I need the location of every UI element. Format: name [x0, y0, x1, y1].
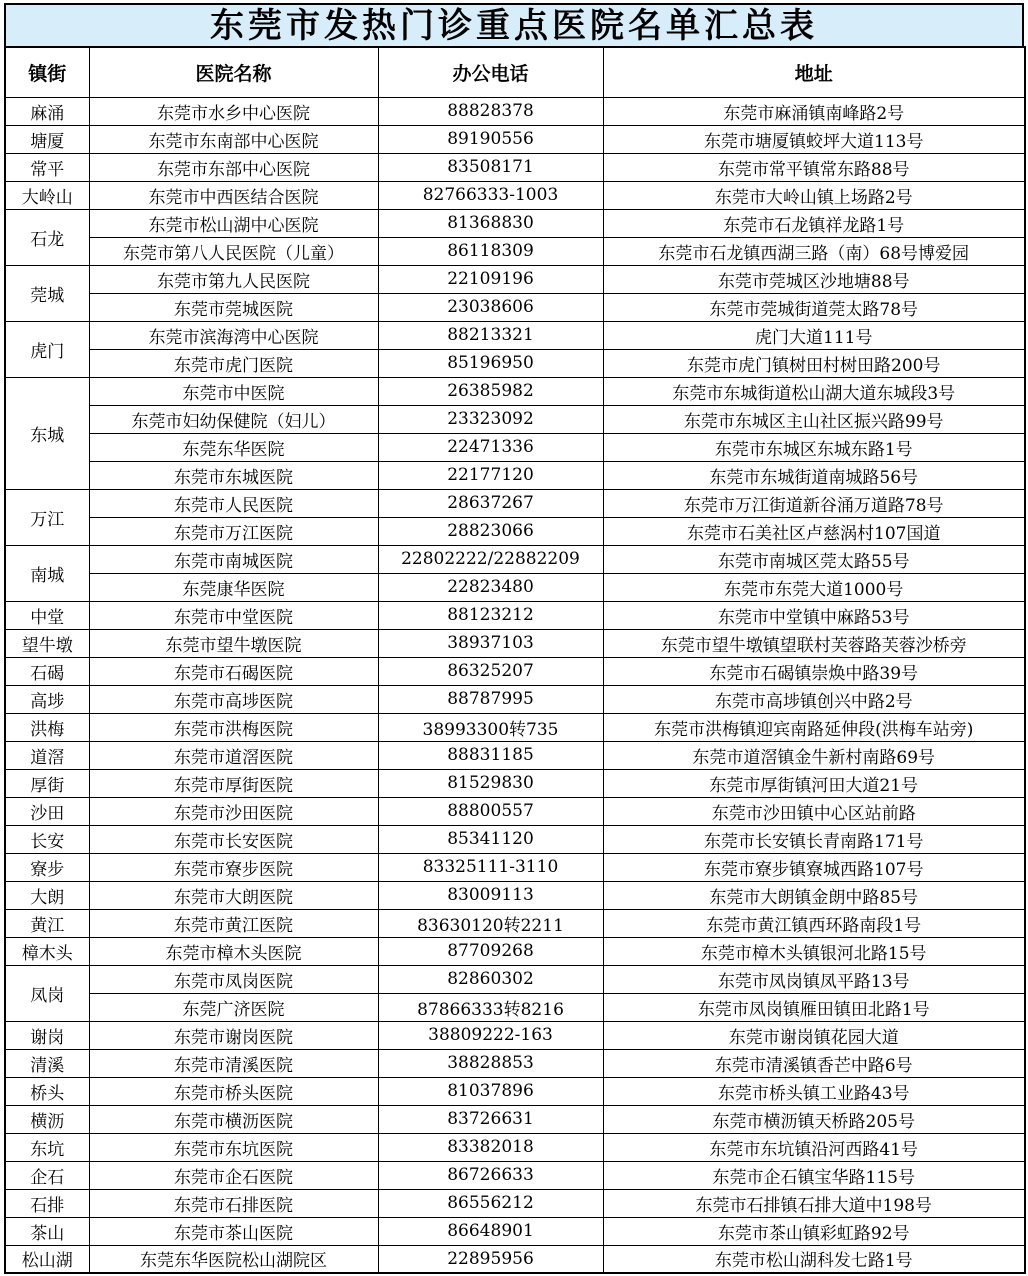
table-row — [5, 97, 1025, 125]
town-cell: 中堂 — [5, 601, 89, 629]
hospital-name-cell: 东莞市中西医结合医院 — [89, 181, 378, 209]
hospital-name-cell: 东莞市水乡中心医院 — [89, 97, 378, 125]
table-row — [5, 825, 1025, 853]
town-cell: 樟木头 — [5, 937, 89, 965]
hospital-name-cell: 东莞东华医院松山湖院区 — [89, 1245, 378, 1273]
town-cell: 谢岗 — [5, 1021, 89, 1049]
table-row — [5, 545, 1025, 573]
hospital-name-cell: 东莞市东城医院 — [89, 461, 378, 489]
phone-cell: 82766333-1003 — [378, 181, 603, 209]
hospital-name-cell: 东莞市企石医院 — [89, 1161, 378, 1189]
address-cell: 东莞市厚街镇河田大道21号 — [603, 769, 1025, 797]
column-header-phone: 办公电话 — [378, 47, 603, 97]
address-cell: 东莞市麻涌镇南峰路2号 — [603, 97, 1025, 125]
table-row — [5, 293, 1025, 321]
hospital-name-cell: 东莞市大朗医院 — [89, 881, 378, 909]
town-cell: 厚街 — [5, 769, 89, 797]
phone-cell: 23038606 — [378, 293, 603, 321]
address-cell: 东莞市凤岗镇凤平路13号 — [603, 965, 1025, 993]
hospital-name-cell: 东莞市虎门医院 — [89, 349, 378, 377]
address-cell: 东莞市塘厦镇蛟坪大道113号 — [603, 125, 1025, 153]
address-cell: 东莞市大朗镇金朗中路85号 — [603, 881, 1025, 909]
hospital-name-cell: 东莞市茶山医院 — [89, 1217, 378, 1245]
address-cell: 东莞市长安镇长青南路171号 — [603, 825, 1025, 853]
address-cell: 东莞市清溪镇香芒中路6号 — [603, 1049, 1025, 1077]
phone-cell: 88213321 — [378, 321, 603, 349]
hospital-name-cell: 东莞市中医院 — [89, 377, 378, 405]
phone-cell: 83325111-3110 — [378, 853, 603, 881]
phone-cell: 38809222-163 — [378, 1021, 603, 1049]
table-row — [5, 629, 1025, 657]
phone-cell: 88828378 — [378, 97, 603, 125]
town-cell: 莞城 — [5, 265, 89, 321]
table-row — [5, 433, 1025, 461]
phone-cell: 83382018 — [378, 1133, 603, 1161]
phone-cell: 88123212 — [378, 601, 603, 629]
town-cell: 望牛墩 — [5, 629, 89, 657]
table-header — [5, 47, 1025, 97]
hospital-name-cell: 东莞市凤岗医院 — [89, 965, 378, 993]
town-cell: 清溪 — [5, 1049, 89, 1077]
table-row — [5, 517, 1025, 545]
hospital-name-cell: 东莞市妇幼保健院（妇儿） — [89, 405, 378, 433]
table-body — [5, 97, 1025, 1273]
address-cell: 东莞市莞城街道莞太路78号 — [603, 293, 1025, 321]
town-cell: 常平 — [5, 153, 89, 181]
table-row — [5, 1189, 1025, 1217]
town-cell: 茶山 — [5, 1217, 89, 1245]
phone-cell: 22471336 — [378, 433, 603, 461]
phone-cell: 89190556 — [378, 125, 603, 153]
phone-cell: 28823066 — [378, 517, 603, 545]
table-row — [5, 1049, 1025, 1077]
hospital-name-cell: 东莞市莞城医院 — [89, 293, 378, 321]
table-row — [5, 909, 1025, 937]
address-cell: 东莞市石龙镇祥龙路1号 — [603, 209, 1025, 237]
address-cell: 东莞市石排镇石排大道中198号 — [603, 1189, 1025, 1217]
hospital-name-cell: 东莞市第九人民医院 — [89, 265, 378, 293]
address-cell: 东莞市东坑镇沿河西路41号 — [603, 1133, 1025, 1161]
table-row — [5, 265, 1025, 293]
town-cell: 东城 — [5, 377, 89, 489]
table-row — [5, 1245, 1025, 1273]
hospital-name-cell: 东莞市东部中心医院 — [89, 153, 378, 181]
phone-cell: 83630120转2211 — [378, 909, 603, 937]
hospital-name-cell: 东莞市黄江医院 — [89, 909, 378, 937]
address-cell: 东莞市石龙镇西湖三路（南）68号博爱园 — [603, 237, 1025, 265]
phone-cell: 38828853 — [378, 1049, 603, 1077]
address-cell: 东莞市茶山镇彩虹路92号 — [603, 1217, 1025, 1245]
phone-cell: 86648901 — [378, 1217, 603, 1245]
address-cell: 东莞市道滘镇金牛新村南路69号 — [603, 741, 1025, 769]
phone-cell: 28637267 — [378, 489, 603, 517]
hospital-name-cell: 东莞市东坑医院 — [89, 1133, 378, 1161]
address-cell: 东莞市桥头镇工业路43号 — [603, 1077, 1025, 1105]
hospital-name-cell: 东莞市横沥医院 — [89, 1105, 378, 1133]
phone-cell: 88800557 — [378, 797, 603, 825]
table-row — [5, 601, 1025, 629]
table-row — [5, 713, 1025, 741]
address-cell: 虎门大道111号 — [603, 321, 1025, 349]
town-cell: 石排 — [5, 1189, 89, 1217]
town-cell: 横沥 — [5, 1105, 89, 1133]
phone-cell: 22895956 — [378, 1245, 603, 1273]
address-cell: 东莞市东莞大道1000号 — [603, 573, 1025, 601]
table-row — [5, 797, 1025, 825]
town-cell: 塘厦 — [5, 125, 89, 153]
phone-cell: 83009113 — [378, 881, 603, 909]
town-cell: 寮步 — [5, 853, 89, 881]
table-row — [5, 769, 1025, 797]
table-row — [5, 657, 1025, 685]
phone-cell: 22109196 — [378, 265, 603, 293]
town-cell: 石碣 — [5, 657, 89, 685]
town-cell: 凤岗 — [5, 965, 89, 1021]
hospital-name-cell: 东莞市南城医院 — [89, 545, 378, 573]
hospital-name-cell: 东莞市清溪医院 — [89, 1049, 378, 1077]
phone-cell: 38937103 — [378, 629, 603, 657]
phone-cell: 86325207 — [378, 657, 603, 685]
town-cell: 麻涌 — [5, 97, 89, 125]
hospital-name-cell: 东莞市樟木头医院 — [89, 937, 378, 965]
table-row — [5, 1161, 1025, 1189]
hospital-name-cell: 东莞市中堂医院 — [89, 601, 378, 629]
phone-cell: 81529830 — [378, 769, 603, 797]
table-row — [5, 181, 1025, 209]
table-row — [5, 237, 1025, 265]
town-cell: 沙田 — [5, 797, 89, 825]
table-row — [5, 573, 1025, 601]
town-cell: 长安 — [5, 825, 89, 853]
column-header-address: 地址 — [603, 47, 1025, 97]
phone-cell: 85341120 — [378, 825, 603, 853]
hospital-name-cell: 东莞市寮步医院 — [89, 853, 378, 881]
phone-cell: 87866333转8216 — [378, 993, 603, 1021]
address-cell: 东莞市莞城区沙地塘88号 — [603, 265, 1025, 293]
table-row — [5, 993, 1025, 1021]
phone-cell: 22802222/22882209 — [378, 545, 603, 573]
town-cell: 松山湖 — [5, 1245, 89, 1273]
table-row — [5, 1133, 1025, 1161]
address-cell: 东莞市中堂镇中麻路53号 — [603, 601, 1025, 629]
table-row — [5, 321, 1025, 349]
town-cell: 道滘 — [5, 741, 89, 769]
phone-cell: 83726631 — [378, 1105, 603, 1133]
address-cell: 东莞市沙田镇中心区站前路 — [603, 797, 1025, 825]
hospital-name-cell: 东莞市谢岗医院 — [89, 1021, 378, 1049]
header-row — [5, 47, 1025, 97]
hospital-name-cell: 东莞市石排医院 — [89, 1189, 378, 1217]
phone-cell: 23323092 — [378, 405, 603, 433]
address-cell: 东莞市东城街道松山湖大道东城段3号 — [603, 377, 1025, 405]
phone-cell: 22823480 — [378, 573, 603, 601]
town-cell: 高埗 — [5, 685, 89, 713]
column-header-hospital-name: 医院名称 — [89, 47, 378, 97]
town-cell: 桥头 — [5, 1077, 89, 1105]
address-cell: 东莞市大岭山镇上场路2号 — [603, 181, 1025, 209]
address-cell: 东莞市东城区东城东路1号 — [603, 433, 1025, 461]
table-row — [5, 489, 1025, 517]
hospital-name-cell: 东莞东华医院 — [89, 433, 378, 461]
hospital-name-cell: 东莞市长安医院 — [89, 825, 378, 853]
town-cell: 大朗 — [5, 881, 89, 909]
address-cell: 东莞市黄江镇西环路南段1号 — [603, 909, 1025, 937]
phone-cell: 83508171 — [378, 153, 603, 181]
town-cell: 石龙 — [5, 209, 89, 265]
town-cell: 万江 — [5, 489, 89, 545]
table-row — [5, 349, 1025, 377]
town-cell: 东坑 — [5, 1133, 89, 1161]
address-cell: 东莞市东城街道南城路56号 — [603, 461, 1025, 489]
hospital-name-cell: 东莞市万江医院 — [89, 517, 378, 545]
town-cell: 南城 — [5, 545, 89, 601]
hospital-name-cell: 东莞市第八人民医院（儿童） — [89, 237, 378, 265]
hospital-name-cell: 东莞市松山湖中心医院 — [89, 209, 378, 237]
phone-cell: 88831185 — [378, 741, 603, 769]
hospital-name-cell: 东莞广济医院 — [89, 993, 378, 1021]
table-row — [5, 405, 1025, 433]
address-cell: 东莞市松山湖科发七路1号 — [603, 1245, 1025, 1273]
town-cell: 大岭山 — [5, 181, 89, 209]
hospital-name-cell: 东莞市滨海湾中心医院 — [89, 321, 378, 349]
address-cell: 东莞市谢岗镇花园大道 — [603, 1021, 1025, 1049]
table-row — [5, 377, 1025, 405]
hospital-name-cell: 东莞市沙田医院 — [89, 797, 378, 825]
table-row — [5, 461, 1025, 489]
hospital-name-cell: 东莞市洪梅医院 — [89, 713, 378, 741]
table-row — [5, 937, 1025, 965]
table-row — [5, 1217, 1025, 1245]
table-row — [5, 209, 1025, 237]
phone-cell: 26385982 — [378, 377, 603, 405]
town-cell: 洪梅 — [5, 713, 89, 741]
table-row — [5, 685, 1025, 713]
hospital-name-cell: 东莞市桥头医院 — [89, 1077, 378, 1105]
address-cell: 东莞市企石镇宝华路115号 — [603, 1161, 1025, 1189]
address-cell: 东莞市望牛墩镇望联村芙蓉路芙蓉沙桥旁 — [603, 629, 1025, 657]
address-cell: 东莞市凤岗镇雁田镇田北路1号 — [603, 993, 1025, 1021]
address-cell: 东莞市南城区莞太路55号 — [603, 545, 1025, 573]
address-cell: 东莞市横沥镇天桥路205号 — [603, 1105, 1025, 1133]
address-cell: 东莞市石碣镇崇焕中路39号 — [603, 657, 1025, 685]
phone-cell: 22177120 — [378, 461, 603, 489]
table-row — [5, 1077, 1025, 1105]
address-cell: 东莞市东城区主山社区振兴路99号 — [603, 405, 1025, 433]
hospital-name-cell: 东莞市高埗医院 — [89, 685, 378, 713]
address-cell: 东莞市万江街道新谷涌万道路78号 — [603, 489, 1025, 517]
hospital-name-cell: 东莞市东南部中心医院 — [89, 125, 378, 153]
hospital-name-cell: 东莞市望牛墩医院 — [89, 629, 378, 657]
page-title: 东莞市发热门诊重点医院名单汇总表 — [4, 3, 1024, 48]
hospital-name-cell: 东莞市石碣医院 — [89, 657, 378, 685]
phone-cell: 81368830 — [378, 209, 603, 237]
hospital-name-cell: 东莞市人民医院 — [89, 489, 378, 517]
hospital-name-cell: 东莞市厚街医院 — [89, 769, 378, 797]
phone-cell: 88787995 — [378, 685, 603, 713]
address-cell: 东莞市高埗镇创兴中路2号 — [603, 685, 1025, 713]
phone-cell: 86556212 — [378, 1189, 603, 1217]
hospital-name-cell: 东莞康华医院 — [89, 573, 378, 601]
address-cell: 东莞市常平镇常东路88号 — [603, 153, 1025, 181]
address-cell: 东莞市石美社区卢慈涡村107国道 — [603, 517, 1025, 545]
town-cell: 企石 — [5, 1161, 89, 1189]
address-cell: 东莞市樟木头镇银河北路15号 — [603, 937, 1025, 965]
phone-cell: 81037896 — [378, 1077, 603, 1105]
address-cell: 东莞市洪梅镇迎宾南路延伸段(洪梅车站旁) — [603, 713, 1025, 741]
table-row — [5, 1105, 1025, 1133]
table-row — [5, 881, 1025, 909]
table-row — [5, 125, 1025, 153]
table-row — [5, 853, 1025, 881]
phone-cell: 87709268 — [378, 937, 603, 965]
phone-cell: 86726633 — [378, 1161, 603, 1189]
phone-cell: 38993300转735 — [378, 713, 603, 741]
phone-cell: 85196950 — [378, 349, 603, 377]
table-row — [5, 741, 1025, 769]
column-header-town: 镇街 — [5, 47, 89, 97]
phone-cell: 82860302 — [378, 965, 603, 993]
table-row — [5, 153, 1025, 181]
table-row — [5, 965, 1025, 993]
phone-cell: 86118309 — [378, 237, 603, 265]
address-cell: 东莞市寮步镇寮城西路107号 — [603, 853, 1025, 881]
hospital-name-cell: 东莞市道滘医院 — [89, 741, 378, 769]
hospital-table — [4, 46, 1026, 1274]
town-cell: 虎门 — [5, 321, 89, 377]
address-cell: 东莞市虎门镇树田村树田路200号 — [603, 349, 1025, 377]
town-cell: 黄江 — [5, 909, 89, 937]
table-row — [5, 1021, 1025, 1049]
